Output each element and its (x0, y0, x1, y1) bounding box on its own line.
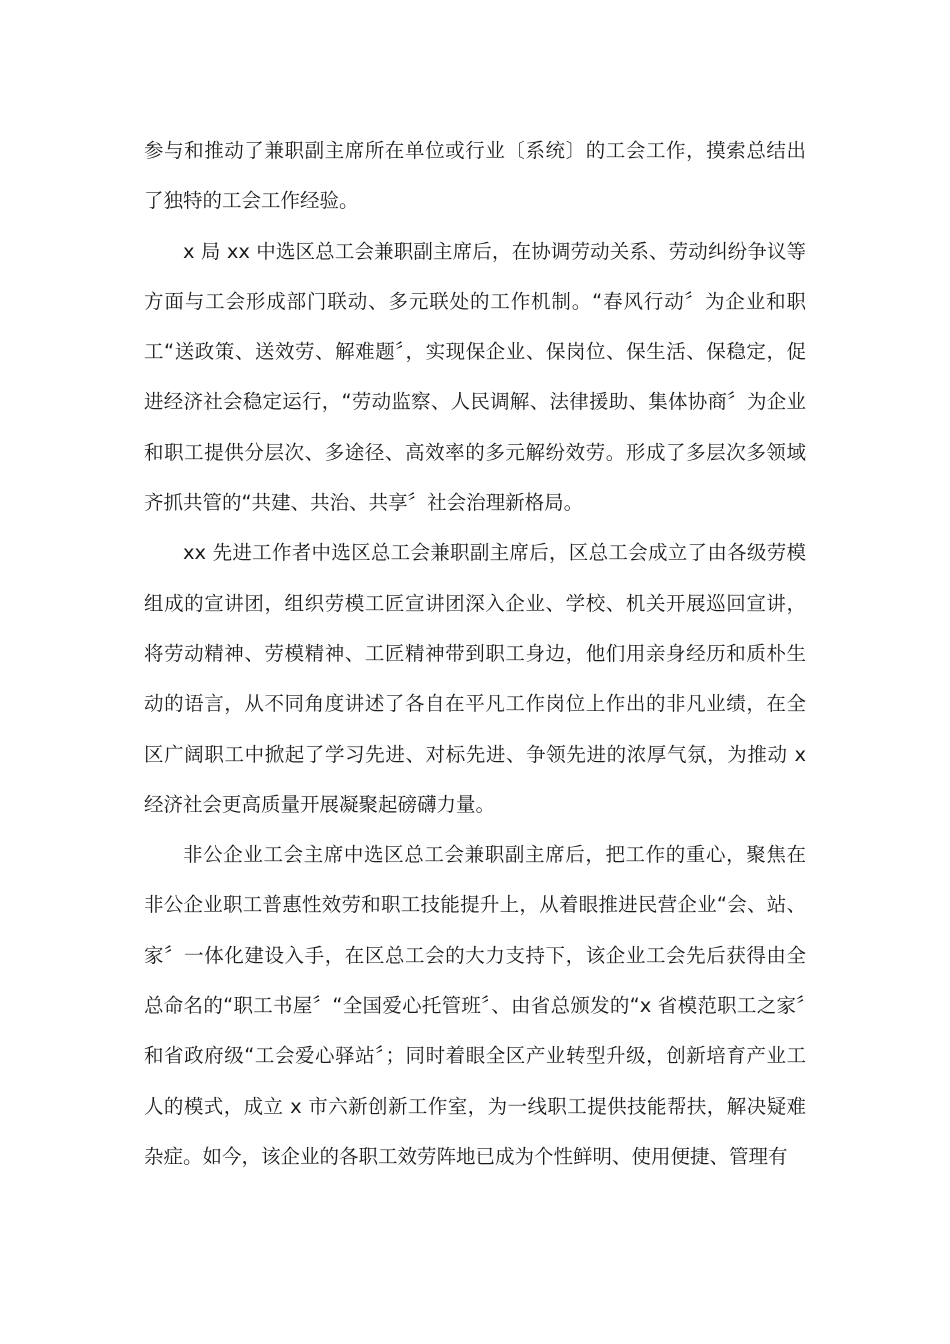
paragraph-3: xx 先进工作者中选区总工会兼职副主席后，区总工会成立了由各级劳模组成的宣讲团，组织劳模工匠宣讲团深入企业、学校、机关开展巡回宣讲，将劳动精神、劳模精神、工匠精神带到职工身边，他们用亲身经历和质朴生动的语言，从不同角度讲述了各自在平凡工作岗位上作出的非凡业绩，在全区广阔职工中掀起了学习先进、对标先进、争领先进的浓厚气氛，为推动 x 经济社会更高质量开展凝聚起磅礴力量。 (144, 541, 806, 816)
paragraph-4: 非公企业工会主席中选区总工会兼职副主席后，把工作的重心，聚焦在非公企业职工普惠性效劳和职工技能提升上，从着眼推进民营企业“会、站、家〞一体化建设入手，在区总工会的大力支持下，该企业工会先后获得由全总命名的“职工书屋〞“全国爱心托管班〞、由省总颁发的“x 省模范职工之家〞和省政府级“工会爱心驿站〞；同时着眼全区产业转型升级，创新培育产业工人的模式，成立 x 市六新创新工作室，为一线职工提供技能帮扶，解决疑难杂症。如今，该企业的各职工效劳阵地已成为个性鲜明、使用便捷、管理有 (144, 843, 806, 1168)
paragraph-1: 参与和推动了兼职副主席所在单位或行业〔系统〕的工会工作，摸索总结出了独特的工会工作经验。 (144, 139, 806, 213)
document-body (144, 126, 806, 1182)
paragraph-2: x 局 xx 中选区总工会兼职副主席后，在协调劳动关系、劳动纠纷争议等方面与工会形成部门联动、多元联处的工作机制。“春风行动〞为企业和职工“送政策、送效劳、解难题〞，实现保企业、保岗位、保生活、保稳定，促进经济社会稳定运行，“劳动监察、人民调解、法律援助、集体协商〞为企业和职工提供分层次、多途径、高效率的多元解纷效劳。形成了多层次多领域齐抓共管的“共建、共治、共享〞社会治理新格局。 (144, 239, 806, 515)
